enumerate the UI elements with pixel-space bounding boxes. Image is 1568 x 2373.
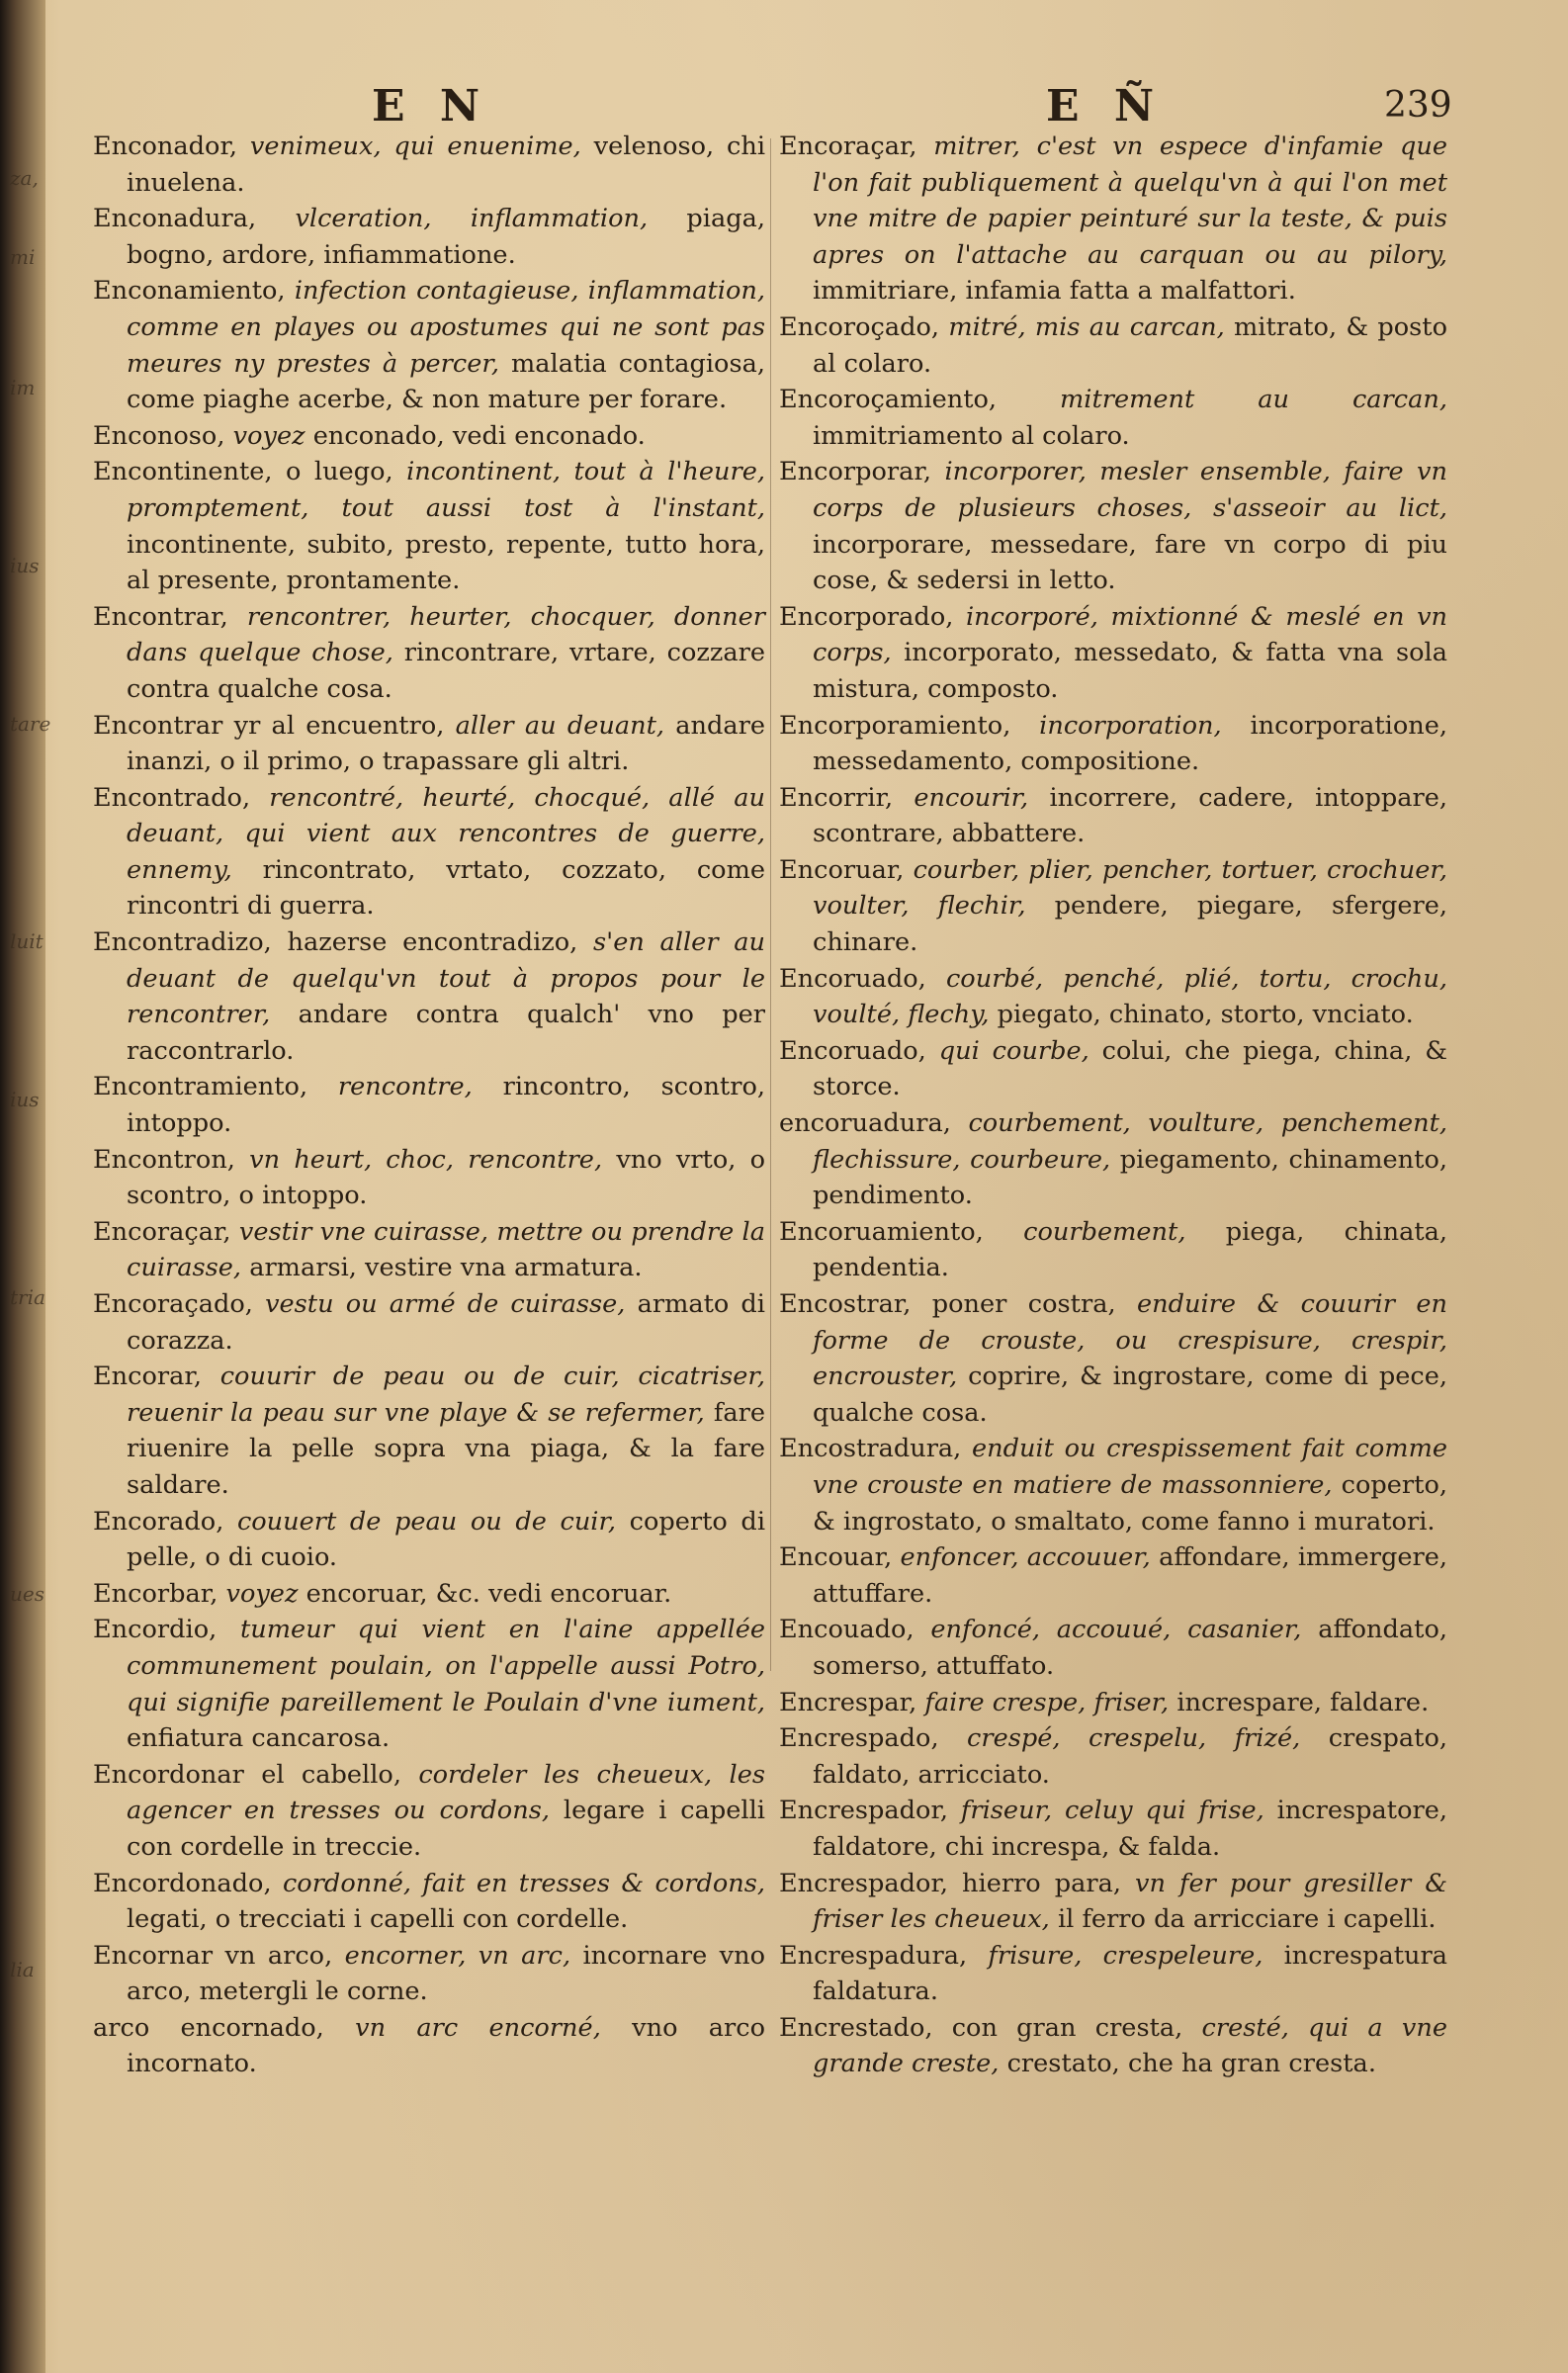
- french-gloss: couuert de peau ou de cuir,: [236, 1506, 617, 1537]
- headword: Encostrar, poner costra,: [779, 1289, 1116, 1319]
- dictionary-entry: [779, 852, 1447, 961]
- margin-fragment: tare: [10, 712, 51, 736]
- italian-gloss: pendere, piegare, sfergere, chinare.: [813, 891, 1447, 958]
- headword: Encoroçado,: [779, 311, 940, 342]
- margin-fragment: lia: [10, 1958, 35, 1981]
- headword: Encostradura,: [779, 1434, 962, 1464]
- headword: Encoruar,: [779, 854, 905, 885]
- dictionary-entry: [779, 1286, 1447, 1431]
- column-divider: [770, 138, 771, 1671]
- headword: Encorar,: [93, 1362, 202, 1392]
- french-gloss: voyez: [232, 420, 305, 451]
- headword: Enconadura,: [93, 204, 257, 234]
- italian-gloss: incorporatione, messedamento, compositione.: [813, 710, 1448, 777]
- headword: Encontrar yr al encuentro,: [93, 710, 445, 741]
- french-gloss: frisure, crespeleure,: [988, 1940, 1263, 1971]
- headword: Encorporamiento,: [779, 710, 1011, 741]
- headword: Encoruamiento,: [779, 1216, 984, 1247]
- margin-fragment: mi: [10, 245, 36, 269]
- french-gloss: tumeur qui vient en l'aine appellée communement poulain, on l'appelle aussi Potro, qui signifie pareillement le Poulain d'vne iument,: [127, 1615, 766, 1717]
- french-gloss: incorporer, mesler ensemble, faire vn corps de plusieurs choses, s'asseoir au lict,: [813, 457, 1447, 523]
- italian-gloss: piega, chinata, pendentia.: [813, 1216, 1448, 1283]
- italian-gloss: incorporare, messedare, fare vn corpo di piu cose, & sedersi in letto.: [813, 529, 1447, 596]
- dictionary-entry: [93, 273, 765, 417]
- italian-gloss: coperto, & ingrostato, o smaltato, come fanno i muratori.: [813, 1469, 1447, 1537]
- dictionary-entry: [779, 1793, 1447, 1865]
- french-gloss: voyez: [225, 1578, 299, 1609]
- french-gloss: mitré, mis au carcan,: [948, 311, 1225, 342]
- dictionary-entry: [779, 1033, 1447, 1105]
- french-gloss: encourir,: [914, 782, 1029, 813]
- headword: Encrestado, con gran cresta,: [779, 2012, 1183, 2043]
- dictionary-entry: [779, 2010, 1447, 2082]
- french-gloss: mitrer, c'est vn espece d'infamie que l'on fait publiquement à quelqu'vn à qui l'on met vne mitre de papier peinturé sur la teste, & puis apres on l'attache au carquan ou au pilory,: [813, 132, 1447, 270]
- french-gloss: enduire & couurir en forme de crouste, ou crespisure, crespir, encrouster,: [813, 1289, 1447, 1392]
- french-gloss: crespé, crespelu, frizé,: [967, 1723, 1301, 1754]
- french-gloss: cordeler les cheueux, les agencer en tresses ou cordons,: [127, 1759, 765, 1826]
- dictionary-entry: [779, 961, 1447, 1033]
- italian-gloss: incornare vno arco, metergli le corne.: [127, 1940, 765, 2007]
- margin-fragment: tria: [10, 1285, 45, 1309]
- french-gloss: incontinent, tout à l'heure, promptement, tout aussi tost à l'instant,: [127, 457, 766, 523]
- italian-gloss: colui, che piega, china, & storce.: [813, 1035, 1447, 1102]
- dictionary-entry: [93, 418, 765, 455]
- headword: Encontrado,: [93, 782, 251, 813]
- dictionary-entry: [93, 1612, 765, 1756]
- headword: Encrespador,: [779, 1796, 949, 1826]
- dictionary-entry: [93, 1142, 765, 1214]
- headword: Encoraçar,: [93, 1216, 231, 1247]
- italian-gloss: il ferro da arricciare i capelli.: [1057, 1904, 1437, 1935]
- italian-gloss: coperto di pelle, o di cuoio.: [127, 1506, 765, 1573]
- headword: Encorporado,: [779, 601, 954, 632]
- headword: Encoruado,: [779, 1035, 926, 1066]
- italian-gloss: increspare, faldare.: [1176, 1687, 1430, 1717]
- italian-gloss: velenoso, chi inuelena.: [127, 132, 766, 198]
- french-gloss: mitrement au carcan,: [1060, 385, 1447, 415]
- italian-gloss: vno vrto, o scontro, o intoppo.: [127, 1144, 766, 1211]
- italian-gloss: increspatore, faldatore, chi increspa, & falda.: [813, 1796, 1448, 1862]
- italian-gloss: andare inanzi, o il primo, o trapassare gli altri.: [127, 710, 765, 777]
- italian-gloss: crestato, che ha gran cresta.: [1006, 2049, 1376, 2079]
- french-gloss: enfoncer, accouuer,: [900, 1542, 1151, 1573]
- right-column: [779, 129, 1447, 2333]
- running-head-left: E N: [372, 81, 490, 132]
- dictionary-entry: [93, 129, 765, 201]
- french-gloss: encorner, vn arc,: [344, 1940, 571, 1971]
- dictionary-entry: [93, 924, 765, 1069]
- dictionary-entry: [93, 1576, 765, 1613]
- italian-gloss: armato di corazza.: [127, 1289, 765, 1356]
- dictionary-entry: [779, 1938, 1447, 2010]
- dictionary-entry: [779, 1431, 1447, 1539]
- headword: Encordonado,: [93, 1868, 272, 1898]
- french-gloss: courbé, penché, plié, tortu, crochu, voulté, flechy,: [813, 963, 1447, 1030]
- headword: Encrespador, hierro para,: [779, 1868, 1121, 1898]
- french-gloss: vn fer pour gresiller & friser les cheueux,: [813, 1868, 1447, 1935]
- french-gloss: aller au deuant,: [455, 710, 664, 741]
- italian-gloss: rincontrato, vrtato, cozzato, come rincontri di guerra.: [127, 854, 765, 922]
- italian-gloss: fare riuenire la pelle sopra vna piaga, & la fare saldare.: [127, 1397, 766, 1500]
- headword: Encrespado,: [779, 1723, 939, 1754]
- italian-gloss: coprire, & ingrostare, come di pece, qualche cosa.: [813, 1362, 1447, 1428]
- italian-gloss: piaga, bogno, ardore, infiammatione.: [127, 204, 766, 270]
- dictionary-entry: [779, 1539, 1447, 1612]
- margin-fragment: ius: [10, 554, 40, 577]
- headword: encoruadura,: [779, 1108, 951, 1139]
- headword: Encrespadura,: [779, 1940, 968, 1971]
- headword: Enconoso,: [93, 420, 225, 451]
- headword: Enconador,: [93, 132, 238, 161]
- dictionary-entry: [93, 599, 765, 708]
- dictionary-entry: [779, 1612, 1447, 1684]
- italian-gloss: encoruar, &c. vedi encoruar.: [305, 1578, 672, 1609]
- french-gloss: incorporé, mixtionné & meslé en vn corps,: [813, 601, 1448, 668]
- margin-fragment: im: [10, 376, 36, 399]
- french-gloss: friseur, celuy qui frise,: [960, 1796, 1264, 1826]
- french-gloss: vn heurt, choc, rencontre,: [249, 1144, 603, 1175]
- headword: Encontradizo, hazerse encontradizo,: [93, 927, 578, 958]
- french-gloss: vn arc encorné,: [355, 2012, 601, 2043]
- dictionary-entry: [779, 780, 1447, 852]
- headword: Encontron,: [93, 1144, 235, 1175]
- italian-gloss: andare contra qualch' vno per raccontrarlo.: [127, 1000, 765, 1066]
- dictionary-entry: [779, 708, 1447, 780]
- dictionary-entry: [779, 382, 1447, 454]
- italian-gloss: rincontrare, vrtare, cozzare contra qualche cosa.: [127, 638, 765, 704]
- french-gloss: incorporation,: [1039, 710, 1222, 741]
- italian-gloss: incorporato, messedato, & fatta vna sola mistura, composto.: [813, 638, 1447, 704]
- italian-gloss: mitrato, & posto al colaro.: [813, 311, 1447, 379]
- headword: Encoraçar,: [779, 132, 917, 161]
- french-gloss: courbement, voulture, penchement, flechissure, courbeure,: [813, 1108, 1448, 1175]
- italian-gloss: affondare, immergere, attuffare.: [813, 1542, 1448, 1609]
- headword: Enconamiento,: [93, 276, 286, 307]
- italian-gloss: vno arco incornato.: [127, 2012, 765, 2079]
- french-gloss: qui courbe,: [938, 1035, 1089, 1066]
- dictionary-entry: [93, 780, 765, 924]
- headword: Encorporar,: [779, 457, 931, 487]
- italian-gloss: piegamento, chinamento, pendimento.: [813, 1144, 1447, 1211]
- dictionary-entry: [93, 1359, 765, 1503]
- italian-gloss: rincontro, scontro, intoppo.: [127, 1072, 765, 1139]
- headword: Encontinente, o luego,: [93, 457, 393, 487]
- dictionary-entry: [779, 129, 1447, 309]
- italian-gloss: piegato, chinato, storto, vnciato.: [997, 1000, 1414, 1030]
- dictionary-entry: [93, 1938, 765, 2010]
- french-gloss: enduit ou crespissement fait comme vne crouste en matiere de massonniere,: [813, 1434, 1447, 1500]
- headword: arco encornado,: [93, 2012, 324, 2043]
- headword: Encorado,: [93, 1506, 224, 1537]
- margin-fragment: ues: [10, 1582, 44, 1606]
- headword: Encontramiento,: [93, 1072, 308, 1102]
- dictionary-entry: [779, 1105, 1447, 1214]
- dictionary-entry: [779, 1866, 1447, 1938]
- dictionary-entry: [93, 1286, 765, 1359]
- dictionary-entry: [779, 1720, 1447, 1793]
- margin-fragment: ius: [10, 1088, 40, 1111]
- french-gloss: rencontre,: [337, 1072, 473, 1102]
- italian-gloss: incontinente, subito, presto, repente, tutto hora, al presente, prontamente.: [127, 529, 765, 596]
- italian-gloss: armarsi, vestire vna armatura.: [249, 1253, 643, 1283]
- headword: Encouar,: [779, 1542, 893, 1573]
- italian-gloss: increspatura faldatura.: [813, 1940, 1448, 2007]
- french-gloss: couurir de peau ou de cuir, cicatriser, reuenir la peau sur vne playe & se refermer,: [127, 1362, 765, 1428]
- italian-gloss: legati, o trecciati i capelli con cordelle.: [127, 1904, 629, 1935]
- margin-fragment: za,: [10, 166, 39, 190]
- dictionary-entry: [779, 599, 1447, 708]
- dictionary-entry: [93, 1214, 765, 1286]
- dictionary-entry: [93, 1069, 765, 1141]
- italian-gloss: affondato, somerso, attuffato.: [813, 1615, 1448, 1681]
- french-gloss: cordonné, fait en tresses & cordons,: [282, 1868, 765, 1898]
- dictionary-entry: [93, 1757, 765, 1866]
- french-gloss: s'en aller au deuant de quelqu'vn tout à propos pour le rencontrer,: [127, 927, 765, 1030]
- headword: Encoroçamiento,: [779, 385, 998, 415]
- french-gloss: rencontré, heurté, chocqué, allé au deuant, qui vient aux rencontres de guerre, ennemy,: [127, 782, 765, 885]
- dictionary-entry: [93, 708, 765, 780]
- headword: Encouado,: [779, 1615, 915, 1645]
- headword: Encontrar,: [93, 601, 228, 632]
- headword: Encornar vn arco,: [93, 1940, 333, 1971]
- gutter-edge: [0, 0, 51, 2373]
- italian-gloss: incorrere, cadere, intoppare, scontrare, abbattere.: [813, 782, 1447, 849]
- french-gloss: vlceration, inflammation,: [295, 204, 649, 234]
- headword: Encorbar,: [93, 1578, 218, 1609]
- dictionary-entry: [779, 1685, 1447, 1721]
- french-gloss: enfoncé, accouué, casanier,: [930, 1615, 1302, 1645]
- french-gloss: vestu ou armé de cuirasse,: [265, 1289, 626, 1319]
- italian-gloss: immitriamento al colaro.: [813, 420, 1130, 451]
- dictionary-entry: [93, 1866, 765, 1938]
- headword: Encorrir,: [779, 782, 894, 813]
- dictionary-entry: [779, 454, 1447, 598]
- italian-gloss: malatia contagiosa, come piaghe acerbe, & non mature per forare.: [127, 348, 765, 415]
- dictionary-entry: [779, 309, 1447, 382]
- italian-gloss: crespato, faldato, arricciato.: [813, 1723, 1448, 1790]
- french-gloss: courbement,: [1023, 1216, 1186, 1247]
- headword: Encordonar el cabello,: [93, 1759, 401, 1790]
- headword: Encordio,: [93, 1615, 218, 1645]
- french-gloss: cresté, qui a vne grande creste,: [813, 2012, 1447, 2079]
- french-gloss: infection contagieuse, inflammation, comme en playes ou apostumes qui ne sont pas meures ny prestes à percer,: [127, 276, 766, 379]
- headword: Encrespar,: [779, 1687, 917, 1717]
- italian-gloss: enconado, vedi enconado.: [312, 420, 646, 451]
- french-gloss: rencontrer, heurter, chocquer, donner dans quelque chose,: [127, 601, 766, 668]
- italian-gloss: legare i capelli con cordelle in treccie.: [127, 1796, 765, 1862]
- french-gloss: faire crespe, friser,: [924, 1687, 1170, 1717]
- dictionary-entry: [93, 1504, 765, 1576]
- french-gloss: courber, plier, pencher, tortuer, crochuer, voulter, flechir,: [813, 854, 1447, 922]
- margin-fragment: luit: [10, 929, 44, 953]
- italian-gloss: enfiatura cancarosa.: [127, 1723, 391, 1754]
- dictionary-entry: [779, 1214, 1447, 1286]
- running-head-right: E Ñ: [1046, 81, 1165, 132]
- headword: Encoraçado,: [93, 1289, 253, 1319]
- dictionary-entry: [93, 2010, 765, 2082]
- french-gloss: venimeux, qui enuenime,: [249, 132, 581, 161]
- page-number: 239: [1384, 85, 1452, 126]
- headword: Encoruado,: [779, 963, 926, 994]
- italian-gloss: immitriare, infamia fatta a malfattori.: [813, 276, 1296, 307]
- dictionary-entry: [93, 454, 765, 598]
- french-gloss: vestir vne cuirasse, mettre ou prendre la cuirasse,: [127, 1216, 766, 1283]
- dictionary-entry: [93, 201, 765, 273]
- left-column: [93, 129, 765, 2333]
